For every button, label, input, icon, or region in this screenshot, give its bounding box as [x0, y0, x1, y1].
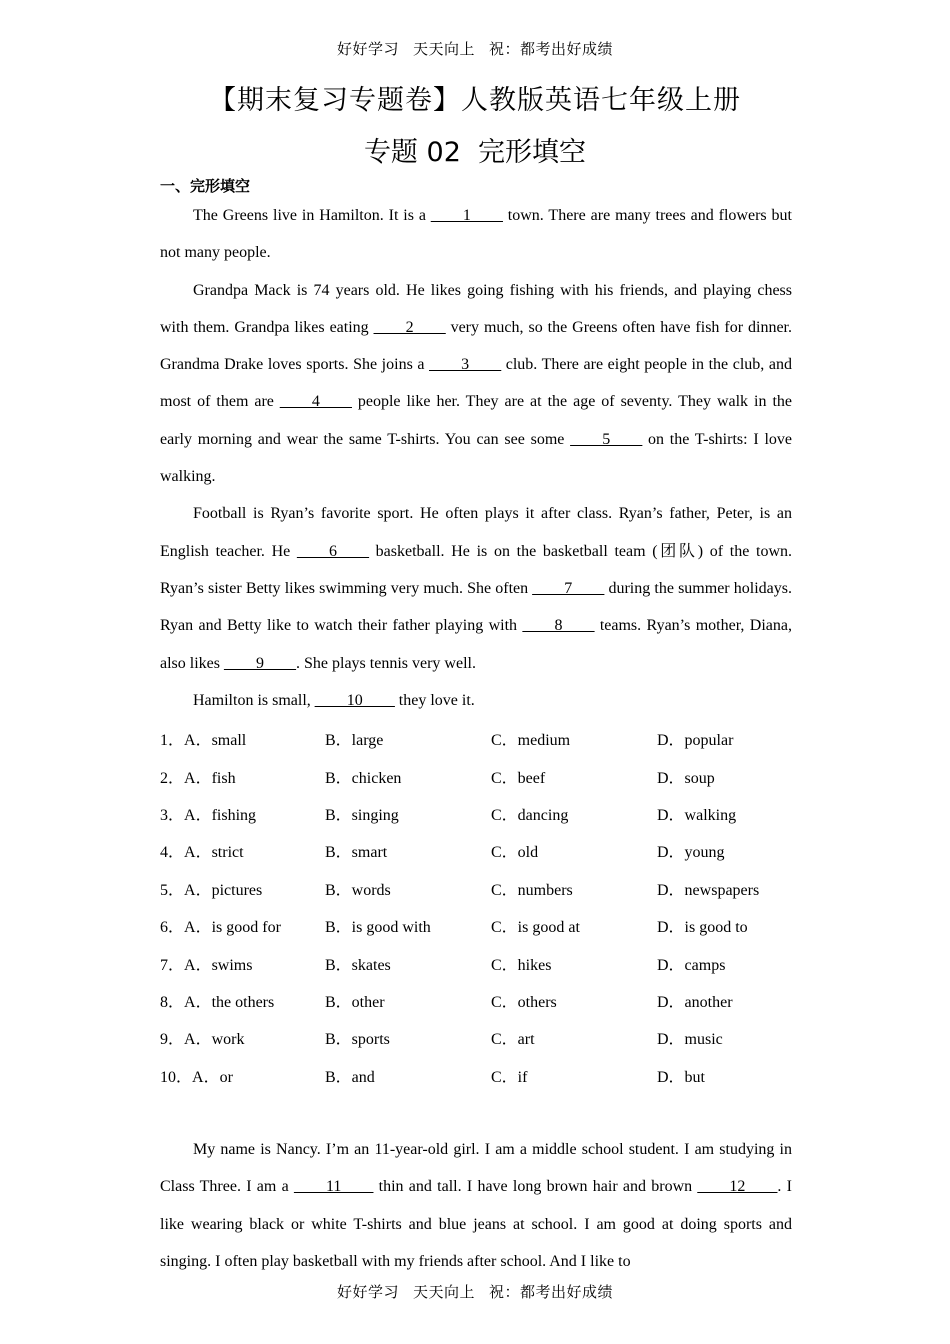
option-a: A．small	[184, 732, 247, 750]
footer-left: 好好学习	[336, 1283, 399, 1301]
option-d: D．is good to	[657, 919, 748, 937]
option-a: A．the others	[184, 993, 275, 1011]
text: thin and tall. I have long brown hair and brown	[373, 1178, 698, 1196]
page-footer	[0, 1281, 950, 1302]
option-c: C．medium	[491, 732, 571, 750]
option-a: A．pictures	[184, 881, 263, 899]
text: The Greens live in Hamilton. It is a	[193, 207, 431, 224]
option-b: B．large	[325, 732, 384, 750]
text: . She plays tennis very well.	[296, 654, 476, 672]
text: teams. Ryan’s mother, Diana, also likes	[160, 617, 792, 672]
text: Football is Ryan’s favorite sport. He often plays it after class. Ryan’s father, Peter, is an English teacher. He	[160, 505, 792, 560]
option-a: A．strict	[184, 844, 244, 862]
option-b: B．sports	[325, 1031, 390, 1049]
option-d: D．camps	[657, 956, 726, 974]
passage-1	[160, 197, 792, 719]
blank-12: ____12____	[697, 1178, 778, 1196]
option-b: B．smart	[325, 844, 388, 862]
page-header	[0, 38, 950, 59]
option-c: C．art	[491, 1031, 535, 1049]
section-heading: 一、完形填空	[160, 177, 251, 195]
blank-8: ____8____	[522, 617, 595, 635]
question-row	[160, 757, 800, 794]
option-c: C．dancing	[491, 806, 569, 824]
option-d: D．but	[657, 1068, 706, 1086]
footer-right: 祝：都考出好成绩	[489, 1283, 614, 1301]
option-c: C．others	[491, 993, 557, 1011]
question-number: 8．	[160, 993, 185, 1011]
option-b: B．is good with	[325, 919, 431, 937]
passage-2	[160, 1131, 792, 1280]
text: they love it.	[394, 691, 475, 709]
option-d: D．soup	[657, 769, 715, 787]
option-a: A．is good for	[184, 919, 281, 937]
page-subtitle: 专题 02 完形填空	[363, 137, 587, 168]
blank-6: ____6____	[296, 542, 369, 560]
question-number: 1．	[160, 732, 185, 750]
question-number: 10．	[160, 1068, 193, 1086]
blank-2: ____2____	[373, 318, 446, 336]
options-list	[160, 720, 800, 1094]
blank-4: ____4____	[279, 393, 352, 411]
blank-9: ____9____	[224, 654, 296, 672]
option-c: C．if	[491, 1068, 528, 1086]
passage-2-paragraph-1	[160, 1131, 792, 1280]
option-d: D．young	[657, 844, 725, 862]
option-a: A．or	[192, 1068, 233, 1086]
question-row	[160, 832, 800, 869]
header-middle: 天天向上	[412, 40, 475, 58]
question-number: 7．	[160, 956, 185, 974]
option-d: D．another	[657, 993, 733, 1011]
question-row	[160, 1019, 800, 1056]
page-title: 【期末复习专题卷】人教版英语七年级上册	[209, 85, 741, 116]
text: My name is Nancy. I’m an 11-year-old girl. I am a middle school student. I am studying in Class Three. I am a	[160, 1141, 792, 1196]
header-left: 好好学习	[336, 40, 399, 58]
text: town. There are many trees and flowers but not many people.	[160, 207, 792, 262]
text: basketball. He is on the basketball team (团队) of the town. Ryan’s sister Betty likes swimming very much. She often	[160, 542, 792, 597]
option-d: D．popular	[657, 732, 734, 750]
question-number: 9．	[160, 1031, 185, 1049]
text: very much, so the Greens often have fish for dinner. Grandma Drake loves sports. She joins a	[160, 318, 792, 374]
question-number: 4．	[160, 844, 185, 862]
passage-1-paragraph-4	[160, 682, 792, 719]
question-row	[160, 795, 800, 832]
blank-3: ____3____	[429, 356, 502, 374]
option-b: B．other	[325, 993, 385, 1011]
question-row	[160, 907, 800, 944]
option-a: A．work	[184, 1031, 245, 1049]
question-row	[160, 982, 800, 1019]
question-number: 5．	[160, 881, 185, 899]
option-b: B．skates	[325, 956, 391, 974]
question-row	[160, 944, 800, 981]
passage-1-paragraph-3	[160, 495, 792, 681]
text: Grandpa Mack is 74 years old. He likes going fishing with his friends, and playing chess with them. Grandpa likes eating	[160, 281, 792, 336]
option-a: A．swims	[184, 956, 253, 974]
blank-7: ____7____	[532, 579, 605, 597]
passage-1-paragraph-1	[160, 197, 792, 272]
question-row	[160, 1057, 800, 1094]
blank-11: ____11____	[293, 1178, 374, 1196]
footer-middle: 天天向上	[412, 1283, 475, 1301]
option-a: A．fishing	[184, 806, 257, 824]
option-c: C．beef	[491, 769, 546, 787]
blank-10: ____10____	[314, 691, 395, 709]
question-row	[160, 870, 800, 907]
question-row	[160, 720, 800, 757]
header-right: 祝：都考出好成绩	[489, 40, 614, 58]
blank-5: ____5____	[570, 430, 643, 448]
option-c: C．numbers	[491, 881, 573, 899]
option-b: B．chicken	[325, 769, 402, 787]
question-number: 6．	[160, 919, 185, 937]
option-d: D．newspapers	[657, 881, 760, 899]
option-c: C．hikes	[491, 956, 552, 974]
text: Hamilton is small,	[193, 691, 315, 709]
text: club. There are eight people in the club, and most of them are	[160, 356, 793, 411]
option-b: B．words	[325, 881, 391, 899]
text: on the T-shirts: I love walking.	[160, 430, 792, 486]
option-d: D．walking	[657, 806, 737, 824]
question-number: 3．	[160, 806, 185, 824]
question-number: 2．	[160, 769, 185, 787]
option-d: D．music	[657, 1031, 723, 1049]
text: people like her. They are at the age of seventy. They walk in the early morning and wear the same T-shirts. You can see some	[160, 393, 792, 448]
option-a: A．fish	[184, 769, 236, 787]
option-c: C．old	[491, 844, 539, 862]
blank-1: ____1____	[430, 207, 503, 224]
option-b: B．and	[325, 1068, 375, 1086]
text: . I like wearing black or white T-shirts and blue jeans at school. I am good at doing sports and singing. I often play basketball with my friends after school. And I like to	[160, 1178, 793, 1270]
passage-1-paragraph-2	[160, 272, 792, 496]
text: during the summer holidays. Ryan and Betty like to watch their father playing with	[160, 579, 792, 635]
option-c: C．is good at	[491, 919, 580, 937]
option-b: B．singing	[325, 806, 399, 824]
